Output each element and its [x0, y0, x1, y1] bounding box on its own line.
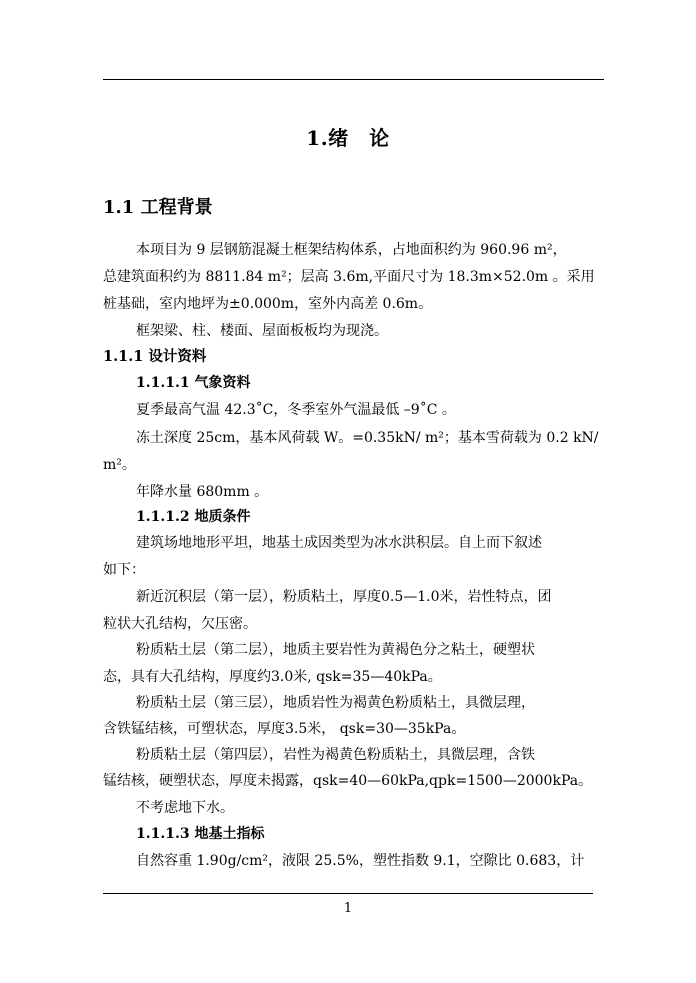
paragraph-line: 粉质粘土层（第三层），地质岩性为褐黄色粉质粘土，具微层理， [136, 695, 535, 711]
paragraph-line: 自然容重 1.90g/cm²，液限 25.5%，塑性指数 9.1，空隙比 0.683，计 [136, 853, 585, 869]
section-heading-1-1-1-1: 1.1.1.1 气象资料 [136, 375, 251, 391]
paragraph-line: 冻土深度 25cm，基本风荷载 W。=0.35kN/ m²；基本雪荷载为 0.2 kN/ [136, 430, 599, 446]
header-rule [103, 79, 604, 80]
paragraph-line: 粉质粘土层（第四层），岩性为褐黄色粉质粘土，具微层理，含铁 [136, 747, 535, 763]
paragraph-line: 新近沉积层（第一层），粉质粘土，厚度0.5—1.0米，岩性特点，团 [136, 589, 552, 605]
paragraph-line: 含铁锰结核，可塑状态，厚度3.5米， qsk=30—35kPa。 [103, 721, 466, 737]
paragraph-line: 本项目为 9 层钢筋混凝土框架结构体系，占地面积约为 960.96 m²， [136, 242, 567, 258]
paragraph-line: 锰结核，硬塑状态，厚度未揭露，qsk=40—60kPa,qpk=1500—2000kPa。 [103, 773, 593, 789]
paragraph-line: 总建筑面积约为 8811.84 m²；层高 3.6m,平面尺寸为 18.3m×52.0m 。采用 [103, 269, 595, 285]
paragraph-line: 如下： [103, 562, 145, 578]
section-heading-1-1-1: 1.1.1 设计资料 [103, 348, 207, 365]
paragraph-line: m²。 [103, 457, 136, 473]
paragraph-line: 年降水量 680mm 。 [136, 484, 269, 500]
paragraph-line: 框架梁、柱、楼面、屋面板板均为现浇。 [136, 323, 388, 339]
chapter-title: 1.绪 论 [306, 126, 390, 150]
paragraph-line: 粒状大孔结构，欠压密。 [103, 616, 257, 632]
footer-rule [103, 893, 593, 894]
paragraph-line: 态，具有大孔结构，厚度约3.0米, qsk=35—40kPa。 [103, 669, 442, 685]
page-number: 1 [343, 901, 353, 916]
section-heading-1-1-1-2: 1.1.1.2 地质条件 [136, 509, 251, 525]
paragraph-line: 不考虑地下水。 [136, 800, 234, 816]
paragraph-line: 桩基础，室内地坪为±0.000m，室外内高差 0.6m。 [103, 296, 433, 312]
paragraph-line: 粉质粘土层（第二层），地质主要岩性为黄褐色分之粘土，硬塑状 [136, 642, 535, 658]
paragraph-line: 建筑场地地形平坦，地基土成因类型为冰水洪积层。自上而下叙述 [136, 535, 542, 551]
section-heading-1-1: 1.1 工程背景 [103, 197, 213, 218]
section-heading-1-1-1-3: 1.1.1.3 地基土指标 [136, 826, 265, 842]
paragraph-line: 夏季最高气温 42.3˚C，冬季室外气温最低 –9˚C 。 [136, 402, 456, 418]
